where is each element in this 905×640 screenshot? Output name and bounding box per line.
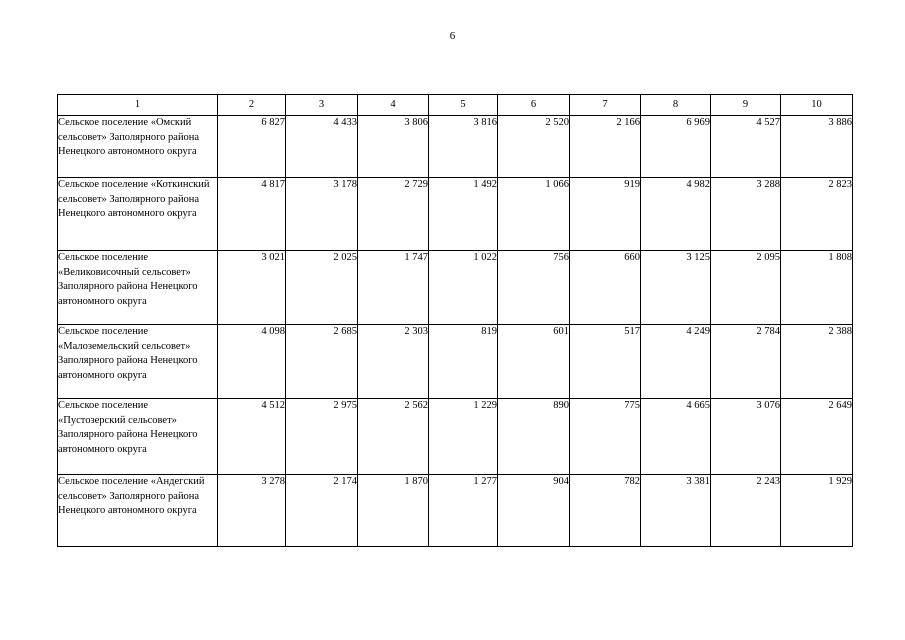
value-cell: 2 303 <box>358 325 429 399</box>
value-cell: 3 886 <box>781 116 853 178</box>
value-cell: 2 784 <box>711 325 781 399</box>
value-cell: 2 243 <box>711 475 781 547</box>
value-cell: 1 277 <box>429 475 498 547</box>
value-cell: 1 808 <box>781 251 853 325</box>
value-cell: 890 <box>498 399 570 475</box>
value-cell: 1 870 <box>358 475 429 547</box>
value-cell: 4 817 <box>218 178 286 251</box>
table-row <box>58 178 853 251</box>
value-cell: 660 <box>570 251 641 325</box>
column-header: 9 <box>711 95 781 116</box>
value-cell: 2 166 <box>570 116 641 178</box>
value-cell: 775 <box>570 399 641 475</box>
value-cell: 1 747 <box>358 251 429 325</box>
value-cell: 1 229 <box>429 399 498 475</box>
settlement-name-cell: Сельское поселение «Коткинский сельсовет» Заполярного района Ненецкого автономного округа <box>58 178 218 251</box>
value-cell: 819 <box>429 325 498 399</box>
value-cell: 4 098 <box>218 325 286 399</box>
table-row <box>58 251 853 325</box>
value-cell: 756 <box>498 251 570 325</box>
value-cell: 904 <box>498 475 570 547</box>
settlement-name-cell: Сельское поселение «Малоземельский сельсовет» Заполярного района Ненецкого автономного округа <box>58 325 218 399</box>
value-cell: 517 <box>570 325 641 399</box>
value-cell: 2 025 <box>286 251 358 325</box>
value-cell: 2 649 <box>781 399 853 475</box>
value-cell: 3 178 <box>286 178 358 251</box>
value-cell: 2 823 <box>781 178 853 251</box>
value-cell: 1 066 <box>498 178 570 251</box>
value-cell: 6 827 <box>218 116 286 178</box>
value-cell: 4 527 <box>711 116 781 178</box>
value-cell: 4 665 <box>641 399 711 475</box>
value-cell: 2 975 <box>286 399 358 475</box>
table-row <box>58 116 853 178</box>
value-cell: 4 512 <box>218 399 286 475</box>
value-cell: 3 125 <box>641 251 711 325</box>
table-row <box>58 399 853 475</box>
value-cell: 1 022 <box>429 251 498 325</box>
data-table <box>57 94 853 547</box>
column-header: 10 <box>781 95 853 116</box>
value-cell: 2 520 <box>498 116 570 178</box>
value-cell: 919 <box>570 178 641 251</box>
value-cell: 2 174 <box>286 475 358 547</box>
column-header: 8 <box>641 95 711 116</box>
table-row <box>58 475 853 547</box>
column-header: 5 <box>429 95 498 116</box>
column-header: 2 <box>218 95 286 116</box>
value-cell: 1 492 <box>429 178 498 251</box>
settlement-name-cell: Сельское поселение «Великовисочный сельсовет» Заполярного района Ненецкого автономного округа <box>58 251 218 325</box>
value-cell: 3 288 <box>711 178 781 251</box>
settlement-name-cell: Сельское поселение «Омский сельсовет» Заполярного района Ненецкого автономного округа <box>58 116 218 178</box>
value-cell: 4 982 <box>641 178 711 251</box>
column-header: 7 <box>570 95 641 116</box>
settlement-name-cell: Сельское поселение «Пустозерский сельсовет» Заполярного района Ненецкого автономного округа <box>58 399 218 475</box>
column-header: 1 <box>58 95 218 116</box>
value-cell: 4 249 <box>641 325 711 399</box>
page-number: 6 <box>449 30 456 42</box>
value-cell: 3 816 <box>429 116 498 178</box>
value-cell: 2 729 <box>358 178 429 251</box>
column-header: 3 <box>286 95 358 116</box>
value-cell: 601 <box>498 325 570 399</box>
settlement-name-cell: Сельское поселение «Андегский сельсовет» Заполярного района Ненецкого автономного округа <box>58 475 218 547</box>
value-cell: 1 929 <box>781 475 853 547</box>
value-cell: 782 <box>570 475 641 547</box>
table-row <box>58 325 853 399</box>
value-cell: 3 076 <box>711 399 781 475</box>
value-cell: 3 278 <box>218 475 286 547</box>
value-cell: 3 021 <box>218 251 286 325</box>
value-cell: 4 433 <box>286 116 358 178</box>
value-cell: 3 806 <box>358 116 429 178</box>
value-cell: 2 388 <box>781 325 853 399</box>
value-cell: 6 969 <box>641 116 711 178</box>
table-header-row <box>58 95 853 116</box>
value-cell: 2 095 <box>711 251 781 325</box>
value-cell: 2 562 <box>358 399 429 475</box>
column-header: 4 <box>358 95 429 116</box>
value-cell: 2 685 <box>286 325 358 399</box>
column-header: 6 <box>498 95 570 116</box>
value-cell: 3 381 <box>641 475 711 547</box>
